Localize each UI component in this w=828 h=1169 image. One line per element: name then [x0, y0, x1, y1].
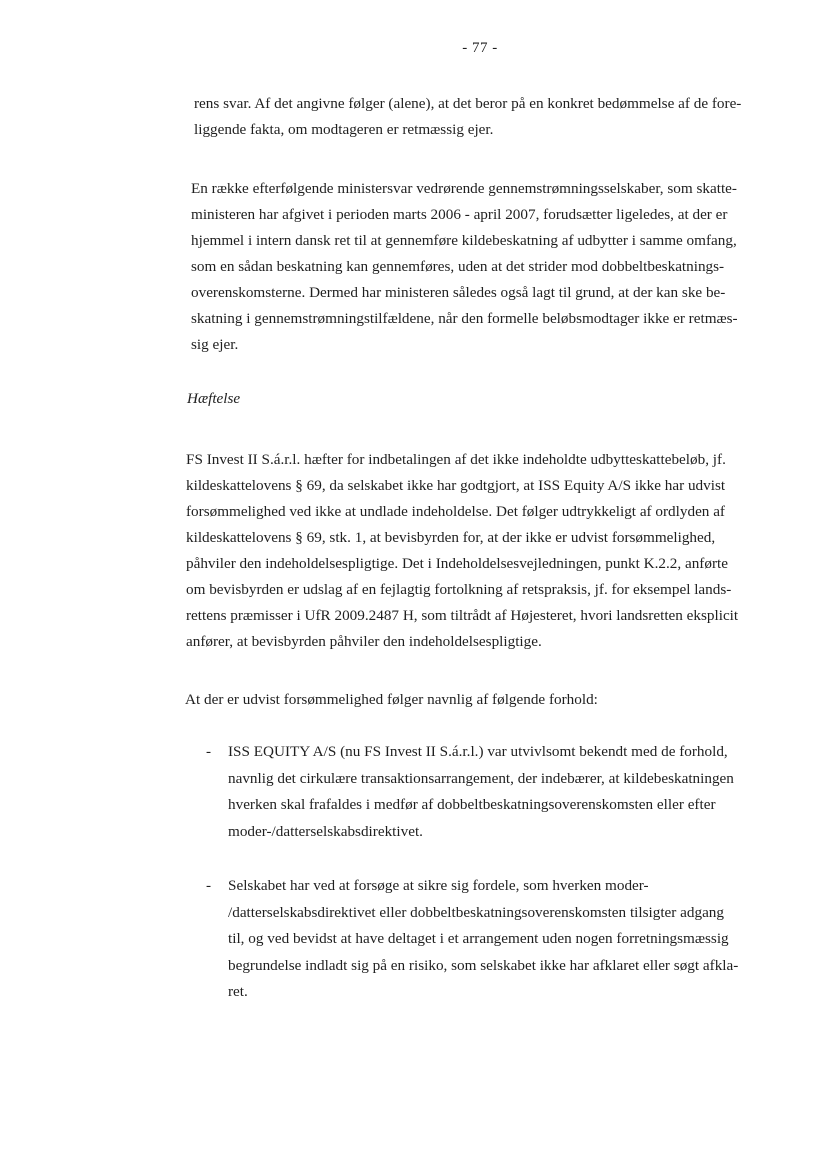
paragraph-1 [194, 91, 741, 143]
paragraph-4 [185, 687, 598, 713]
text-line: som en sådan beskatning kan gennemføres, uden at det strider mod dobbeltbeskatnings- [191, 258, 725, 275]
page-number: - 77 - [462, 40, 498, 56]
text-line: hverken skal frafaldes i medfør af dobbeltbeskatningsoverenskomsten eller efter [228, 796, 716, 813]
text-line: rettens præmisser i UfR 2009.2487 H, som tiltrådt af Højesteret, hvori landsretten eksplicit [186, 607, 739, 624]
text-line: til, og ved bevidst at have deltaget i et arrangement uden nogen forretningsmæssig [228, 930, 729, 947]
text-line: sig ejer. [191, 336, 239, 353]
paragraph-3 [186, 447, 738, 655]
text-line: forsømmelighed ved ikke at undlade indeholdelse. Det følger udtrykkeligt af ordlyden af [186, 503, 725, 520]
text-line: navnlig det cirkulære transaktionsarrangement, der indebærer, at kildebeskatningen [228, 769, 734, 787]
text-line: kildeskattelovens § 69, stk. 1, at bevisbyrden for, at der ikke er udvist forsømmelighed, [186, 529, 716, 546]
text-line: /datterselskabsdirektivet eller dobbeltbeskatningsoverenskomsten tilsigter adgang [228, 903, 724, 921]
text-line: om bevisbyrden er udslag af en fejlagtig fortolkning af retspraksis, jf. for eksempel lands- [186, 581, 732, 598]
text-line: moder-/datterselskabsdirektivet. [228, 822, 423, 840]
paragraph-2 [191, 176, 738, 358]
text-line: En række efterfølgende ministersvar vedrørende gennemstrømningsselskaber, som skatte- [191, 180, 737, 197]
text-line: ret. [228, 983, 248, 1000]
bullet-dash: - [206, 743, 212, 760]
text-line: påhviler den indeholdelsespligtige. Det i Indeholdelsesvejledningen, punkt K.2.2, anførte [186, 555, 728, 572]
bullet-text [228, 739, 734, 845]
bullet-dash: - [206, 877, 212, 894]
text-line: ministeren har afgivet i perioden marts 2006 - april 2007, forudsætter ligeledes, at der er [191, 206, 728, 223]
text-line: At der er udvist forsømmelighed følger navnlig af følgende forhold: [185, 691, 598, 708]
text-line: skatning i gennemstrømningstilfældene, når den formelle beløbsmodtager ikke er retmæs- [191, 310, 738, 327]
text-line: FS Invest II S.á.r.l. hæfter for indbetalingen af det ikke indeholdte udbytteskattebeløb, jf. [186, 451, 726, 468]
text-line: begrundelse indladt sig på en risiko, som selskabet ikke har afklaret eller søgt afkla- [228, 956, 739, 974]
text-line: liggende fakta, om modtageren er retmæssig ejer. [194, 121, 494, 138]
text-line: hjemmel i intern dansk ret til at gennemføre kildebeskatning af udbytter i samme omfang, [191, 232, 737, 249]
bullet-text [228, 873, 738, 1006]
text-line: rens svar. Af det angivne følger (alene), at det beror på en konkret bedømmelse af de fore- [194, 95, 742, 112]
text-line: ISS EQUITY A/S (nu FS Invest II S.á.r.l.) var utvivlsomt bekendt med de forhold, [228, 743, 728, 760]
section-heading: Hæftelse [187, 390, 241, 407]
text-line: Selskabet har ved at forsøge at sikre sig fordele, som hverken moder- [228, 877, 649, 894]
text-line: kildeskattelovens § 69, da selskabet ikke har godtgjort, at ISS Equity A/S ikke har udvist [186, 477, 726, 494]
text-line: anfører, at bevisbyrden påhviler den indeholdelsespligtige. [186, 633, 542, 650]
text-line: overenskomsterne. Dermed har ministeren således også lagt til grund, at der kan ske be- [191, 284, 726, 301]
